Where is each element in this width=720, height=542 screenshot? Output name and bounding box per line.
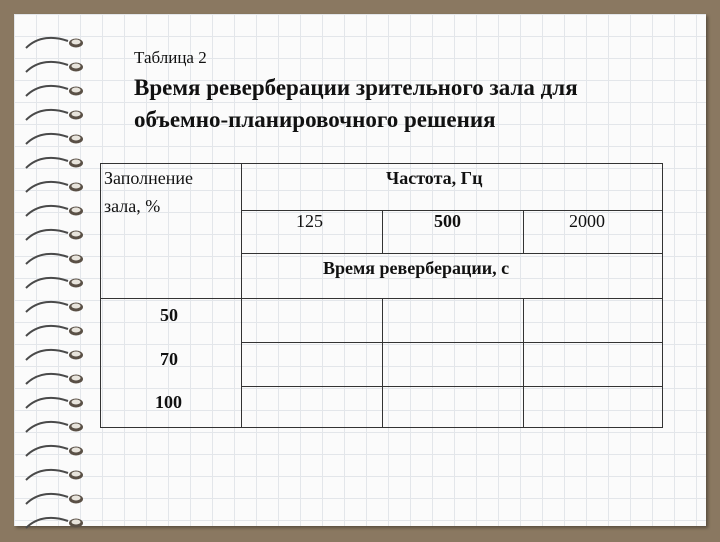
freq-500: 500 xyxy=(434,211,461,231)
spiral-ring-icon xyxy=(24,104,92,126)
spiral-binding xyxy=(14,32,94,542)
spiral-ring-icon xyxy=(24,56,92,78)
spiral-ring-icon xyxy=(24,488,92,510)
spiral-ring-icon xyxy=(24,80,92,102)
spiral-ring-icon xyxy=(24,248,92,270)
row-divider-1 xyxy=(241,342,662,343)
spiral-ring-icon xyxy=(24,368,92,390)
spiral-ring-icon xyxy=(24,344,92,366)
row-divider-time xyxy=(241,253,662,254)
time-header: Время реверберации, с xyxy=(323,258,510,278)
spiral-ring-icon xyxy=(24,200,92,222)
row-label-50: 50 xyxy=(160,305,178,325)
spiral-ring-icon xyxy=(24,128,92,150)
freq-2000: 2000 xyxy=(569,211,605,231)
spiral-ring-icon xyxy=(24,464,92,486)
col-divider-2-top xyxy=(382,210,383,254)
spiral-ring-icon xyxy=(24,320,92,342)
col-divider-3-top xyxy=(523,210,524,254)
table-caption: Таблица 2 xyxy=(134,48,207,67)
spiral-ring-icon xyxy=(24,512,92,534)
row-divider-2 xyxy=(241,386,662,387)
freq-125: 125 xyxy=(296,211,323,231)
row-label-100: 100 xyxy=(155,392,182,412)
slide-title xyxy=(134,72,694,136)
spiral-ring-icon xyxy=(24,440,92,462)
spiral-ring-icon xyxy=(24,392,92,414)
col-divider-3-bottom xyxy=(523,298,524,427)
frequency-header: Частота, Гц xyxy=(386,168,483,188)
row-divider-header xyxy=(101,298,662,299)
spiral-ring-icon xyxy=(24,152,92,174)
col-divider-2-bottom xyxy=(382,298,383,427)
row-header-line-2: зала, % xyxy=(104,196,161,216)
spiral-ring-icon xyxy=(24,224,92,246)
spiral-ring-icon xyxy=(24,272,92,294)
row-label-70: 70 xyxy=(160,349,178,369)
title-line-1: Время реверберации зрительного зала для xyxy=(134,75,578,100)
row-header-line-1: Заполнение xyxy=(104,168,194,188)
spiral-ring-icon xyxy=(24,296,92,318)
spiral-ring-icon xyxy=(24,176,92,198)
spiral-ring-icon xyxy=(24,416,92,438)
spiral-ring-icon xyxy=(24,32,92,54)
col-divider-1 xyxy=(241,164,242,427)
title-line-2: объемно-планировочного решения xyxy=(134,107,496,132)
reverberation-table xyxy=(100,163,663,428)
